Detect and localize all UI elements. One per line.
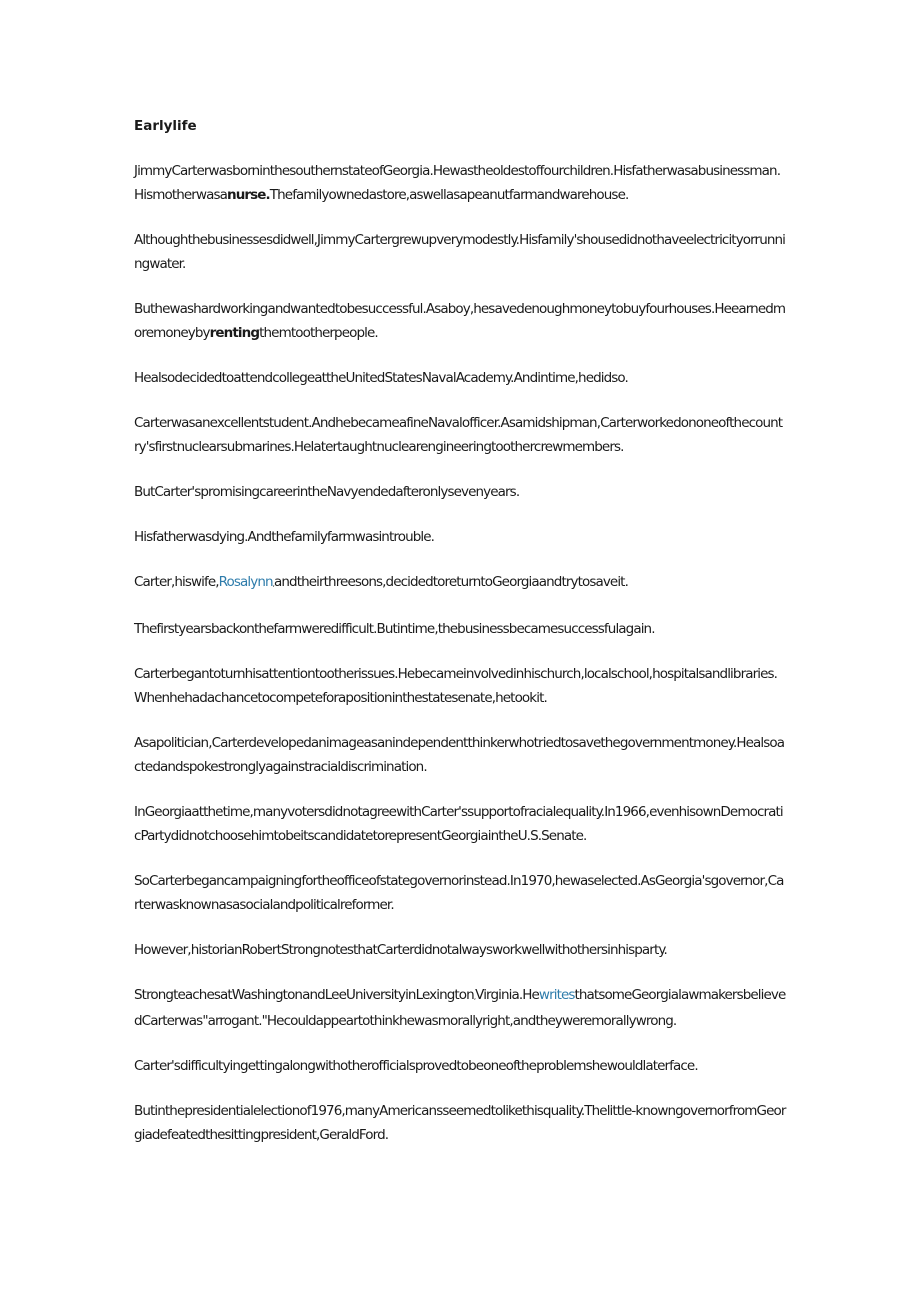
inline-link[interactable]: writes xyxy=(538,987,575,1003)
paragraph xyxy=(134,800,786,848)
paragraph xyxy=(134,983,786,1033)
text-run: Buthewashardworkingandwantedtobesuccessful.Asaboy,hesavedenoughmoneytobuyfourhouses.Heearnedmoremoneyby xyxy=(134,301,786,341)
paragraph xyxy=(134,662,786,710)
section-heading: Earlylife xyxy=(134,118,197,134)
paragraph xyxy=(134,1054,786,1078)
paragraph xyxy=(134,366,786,390)
paragraph-list xyxy=(134,159,786,1147)
paragraph xyxy=(134,869,786,917)
text-run: Asapolitician,Carterdevelopedanimageasanindependentthinkerwhotriedtosavethegovernmentmoney.Healsoactedandspokestronglyagainstracialdiscrimination. xyxy=(134,735,785,775)
paragraph xyxy=(134,570,786,596)
text-run: Althoughthebusinessesdidwell,JimmyCartergrewupverymodestly.Hisfamily'shousedidnothaveelectricityorrunningwater. xyxy=(134,232,786,272)
text-run: Carterbegantoturnhisattentiontootherissues.Hebecameinvolvedinhischurch,localschool,hospitalsandlibraries.Whenhehadachancetocompeteforapositioninthestatesenate,hetookit. xyxy=(134,666,778,706)
text-run: thatsomeGeorgialawmakersbelievedCarterwas"arrogant."Hecouldappeartothinkhewasmorallyright,andtheyweremorallywrong. xyxy=(134,987,786,1029)
text-run: Virginia.He xyxy=(475,987,539,1003)
text-run: HealsodecidedtoattendcollegeattheUnitedStatesNavalAcademy.Andintime,hedidso. xyxy=(134,370,628,386)
text-run: SoCarterbegancampaigningfortheofficeofstategovernorinstead.In1970,hewaselected.AsGeorgia'sgovernor,Carterwasknownasasocialandpoliticalreformer. xyxy=(134,873,784,913)
paragraph xyxy=(134,731,786,779)
text-run: themtootherpeople. xyxy=(259,325,378,341)
paragraph xyxy=(134,228,786,276)
text-run: andtheirthreesons,decidedtoreturntoGeorgiaandtrytosaveit. xyxy=(274,574,628,590)
text-run: Butinthepresidentialelectionof1976,manyAmericansseemedtolikethisquality.Thelittle-knowngovernorfromGeorgiadefeatedthesittingpresident,GeraldFord. xyxy=(134,1103,786,1143)
text-run: Hisfatherwasdying.Andthefamilyfarmwasintrouble. xyxy=(134,529,435,545)
paragraph xyxy=(134,1099,786,1147)
text-run: Thefirstyearsbackonthefarmweredifficult.Butintime,thebusinessbecamesuccessfulagain. xyxy=(134,621,655,637)
small-comma: , xyxy=(473,993,476,1001)
bold-text: nurse. xyxy=(226,187,270,203)
text-run: However,historianRobertStrongnotesthatCarterdidnotalwaysworkwellwithothersinhisparty. xyxy=(134,942,667,958)
article-body xyxy=(134,114,786,1168)
text-run: Carter,hiswife, xyxy=(134,574,219,590)
text-run: Carterwasanexcellentstudent.AndhebecameafineNavalofficer.Asamidshipman,Carterworkedononeofthecountry'sfirstnuclearsubmarines.Helatertaughtnuclearengineeringtoothercrewmembers. xyxy=(134,415,783,455)
paragraph xyxy=(134,297,786,345)
small-comma: , xyxy=(272,580,274,588)
text-run: ButCarter'spromisingcareerintheNavyendedafteronlysevenyears. xyxy=(134,484,520,500)
bold-text: renting xyxy=(209,325,260,341)
paragraph xyxy=(134,938,786,962)
paragraph xyxy=(134,617,786,641)
text-run: Thefamilyownedastore,aswellasapeanutfarmandwarehouse. xyxy=(269,187,629,203)
paragraph xyxy=(134,159,786,207)
text-run: JimmyCarterwasborninthesouthernstateofGeorgia.Hewastheoldestoffourchildren.Hisfatherwasabusinessman.Hismotherwasa xyxy=(134,163,781,203)
paragraph xyxy=(134,411,786,459)
text-run: StrongteachesatWashingtonandLeeUniversityinLexington xyxy=(134,987,474,1003)
paragraph xyxy=(134,480,786,504)
paragraph xyxy=(134,525,786,549)
text-run: Carter'sdifficultyingettingalongwithotherofficialsprovedtobeoneoftheproblemshewouldlaterface. xyxy=(134,1058,698,1074)
text-run: InGeorgiaatthetime,manyvotersdidnotagreewithCarter'ssupportofracialequality.In1966,evenhisownDemocraticPartydidnotchoosehimtobeitscandidatetorepresentGeorgiaintheU.S.Senate. xyxy=(134,804,783,844)
inline-link[interactable]: Rosalynn xyxy=(218,574,273,590)
